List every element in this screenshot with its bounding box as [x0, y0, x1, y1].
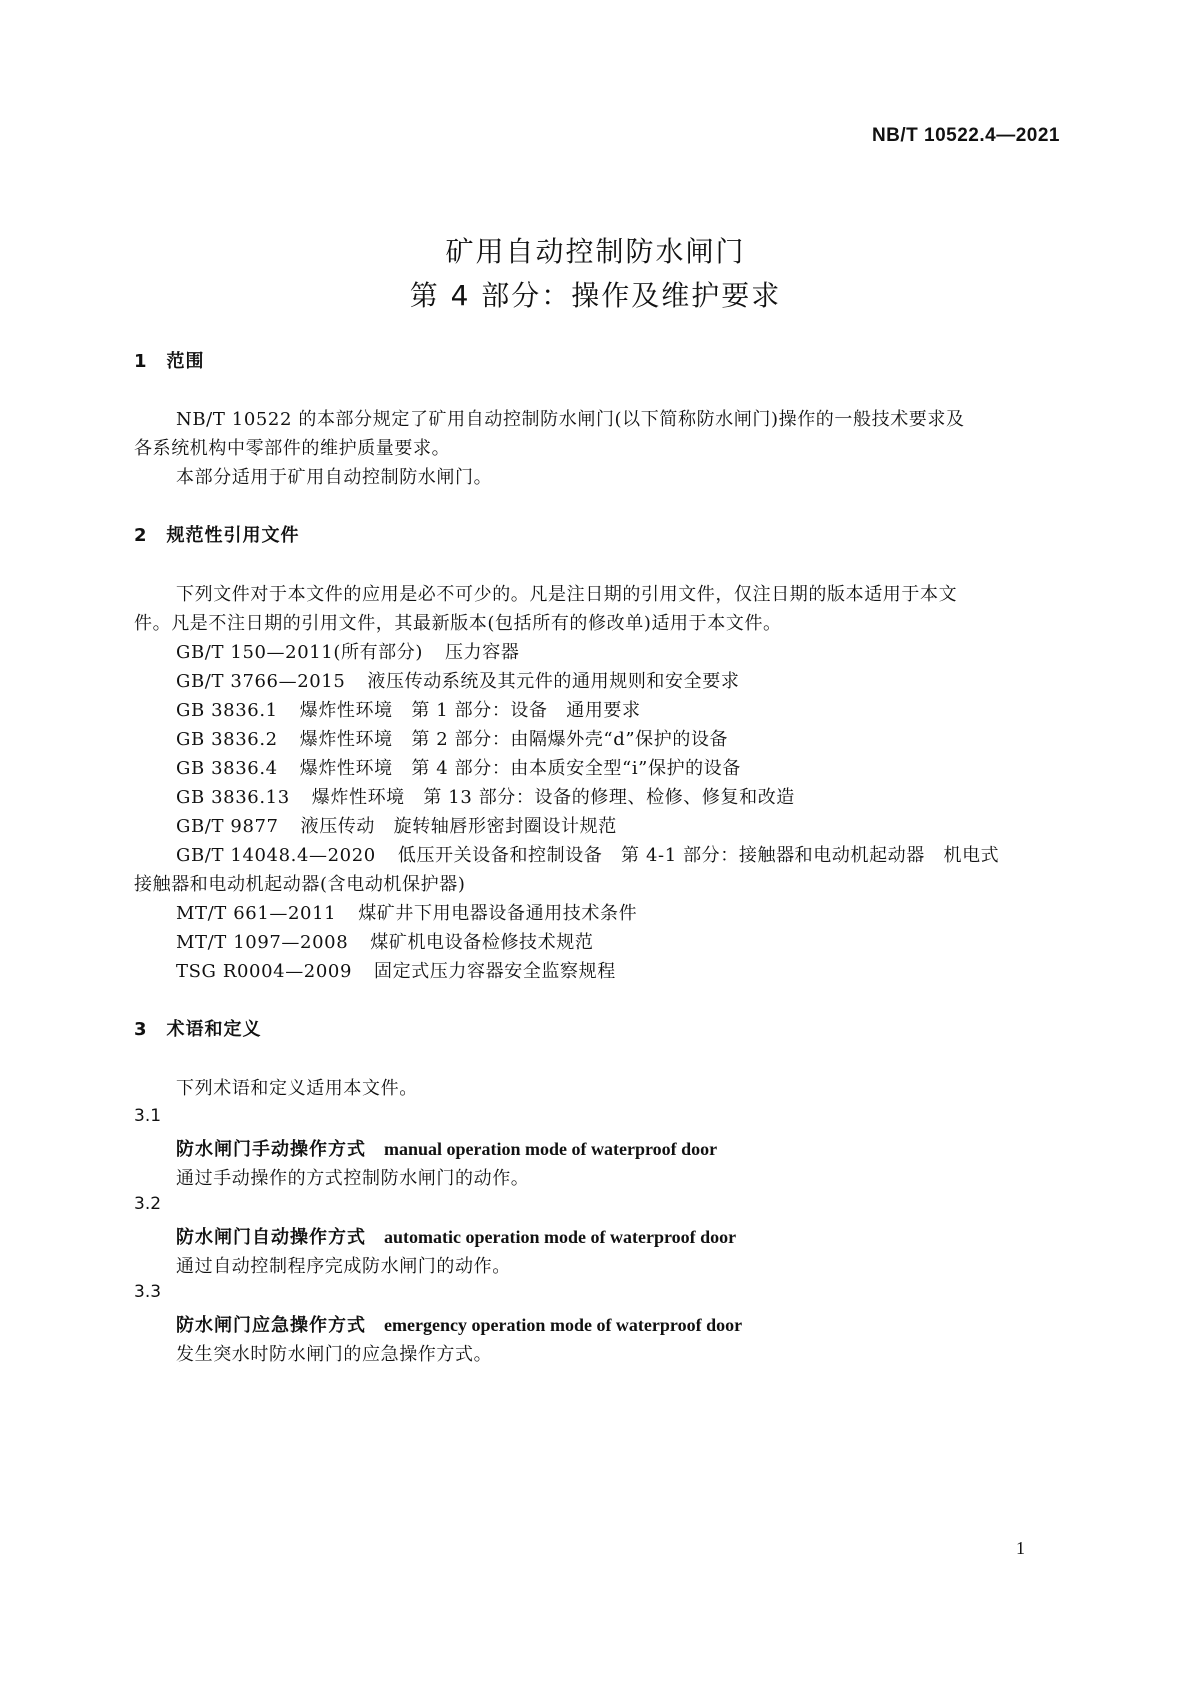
reference-title: 爆炸性环境 第 4 部分：由本质安全型“i”保护的设备 [299, 758, 741, 779]
term-en: manual operation mode of waterproof door [384, 1139, 718, 1159]
term-number: 3.2 [134, 1194, 162, 1214]
reference-code: GB/T 14048.4—2020 [176, 845, 376, 866]
reference-title: 低压开关设备和控制设备 第 4-1 部分：接触器和电动机起动器 机电式 [397, 845, 1000, 866]
reference-title: 接触器和电动机起动器(含电动机保护器) [134, 874, 466, 895]
reference-item [176, 696, 641, 722]
reference-item [176, 841, 999, 867]
reference-item [176, 667, 739, 693]
standard-number: NB/T 10522.4—2021 [871, 125, 1060, 146]
reference-code: GB/T 9877 [176, 816, 279, 837]
document-title: 矿用自动控制防水闸门 [445, 235, 746, 268]
reference-title: 爆炸性环境 第 2 部分：由隔爆外壳“d”保护的设备 [299, 729, 729, 750]
section-1-para1-line2: 各系统机构中零部件的维护质量要求。 [134, 438, 451, 459]
document-subtitle: 第 4 部分：操作及维护要求 [409, 279, 782, 312]
reference-item-continued [134, 870, 465, 896]
term-zh: 防水闸门自动操作方式 [176, 1227, 366, 1248]
term-en: emergency operation mode of waterproof door [384, 1315, 743, 1335]
term-number: 3.1 [134, 1106, 162, 1126]
reference-item [176, 899, 637, 925]
term-zh: 防水闸门应急操作方式 [176, 1315, 366, 1336]
reference-title: 爆炸性环境 第 13 部分：设备的修理、检修、修复和改造 [311, 787, 795, 808]
reference-item [176, 812, 617, 838]
term-definition: 通过自动控制程序完成防水闸门的动作。 [176, 1256, 511, 1277]
section-1-para1-line1: NB/T 10522 的本部分规定了矿用自动控制防水闸门(以下简称防水闸门)操作的一般技术要求及 [176, 409, 965, 430]
reference-title: 液压传动 旋转轴唇形密封圈设计规范 [300, 816, 617, 837]
reference-code: MT/T 1097—2008 [176, 932, 349, 953]
reference-title: 压力容器 [445, 642, 520, 663]
reference-item [176, 638, 519, 664]
term-heading [176, 1223, 736, 1249]
reference-title: 煤矿井下用电器设备通用技术条件 [358, 903, 638, 924]
section-3-heading: 3 术语和定义 [134, 1019, 262, 1040]
reference-item [176, 754, 741, 780]
reference-item [176, 783, 795, 809]
reference-title: 固定式压力容器安全监察规程 [374, 961, 616, 982]
section-2-intro-line2: 件。凡是不注日期的引用文件，其最新版本(包括所有的修改单)适用于本文件。 [134, 613, 782, 634]
term-definition: 发生突水时防水闸门的应急操作方式。 [176, 1344, 493, 1365]
term-en: automatic operation mode of waterproof door [384, 1227, 737, 1247]
reference-code: MT/T 661—2011 [176, 903, 337, 924]
term-heading [176, 1311, 742, 1337]
section-2-intro-line1: 下列文件对于本文件的应用是必不可少的。凡是注日期的引用文件，仅注日期的版本适用于本文 [176, 584, 958, 605]
term-number: 3.3 [134, 1282, 162, 1302]
section-3-intro: 下列术语和定义适用本文件。 [176, 1078, 418, 1099]
reference-code: GB 3836.4 [176, 758, 278, 779]
reference-title: 液压传动系统及其元件的通用规则和安全要求 [367, 671, 740, 692]
reference-title: 煤矿机电设备检修技术规范 [370, 932, 594, 953]
reference-code: GB/T 3766—2015 [176, 671, 346, 692]
term-zh: 防水闸门手动操作方式 [176, 1139, 366, 1160]
reference-item [176, 957, 616, 983]
reference-code: GB 3836.1 [176, 700, 278, 721]
term-definition: 通过手动操作的方式控制防水闸门的动作。 [176, 1168, 530, 1189]
reference-code: GB/T 150—2011(所有部分) [176, 642, 424, 663]
section-2-heading: 2 规范性引用文件 [134, 525, 300, 546]
reference-code: GB 3836.13 [176, 787, 290, 808]
reference-item [176, 725, 728, 751]
section-1-para2: 本部分适用于矿用自动控制防水闸门。 [176, 467, 493, 488]
reference-item [176, 928, 593, 954]
page-number: 1 [1016, 1538, 1025, 1558]
section-1-heading: 1 范围 [134, 351, 205, 372]
reference-code: GB 3836.2 [176, 729, 278, 750]
reference-code: TSG R0004—2009 [176, 961, 353, 982]
reference-title: 爆炸性环境 第 1 部分：设备 通用要求 [299, 700, 641, 721]
term-heading [176, 1135, 717, 1161]
